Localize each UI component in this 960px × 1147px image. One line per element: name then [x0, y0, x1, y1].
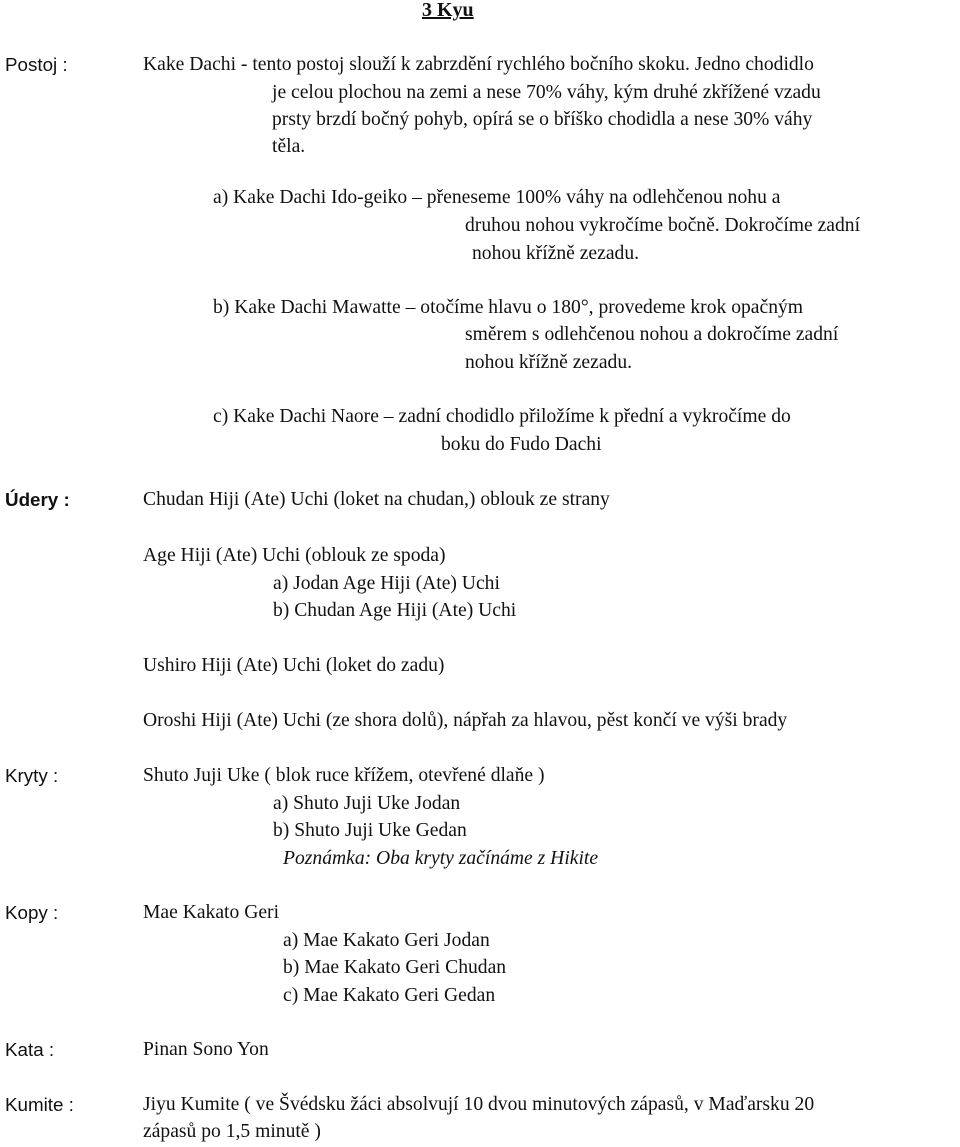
postoj-variant-c-line-1: c) Kake Dachi Naore – zadní chodidlo přiložíme k přední a vykročíme do [213, 406, 791, 427]
kopy-line-3: b) Mae Kakato Geri Chudan [283, 957, 507, 978]
kata-line-1: Pinan Sono Yon [143, 1039, 269, 1060]
udery-line-2: Age Hiji (Ate) Uchi (oblouk ze spoda) [143, 545, 446, 566]
kumite-line-2: zápasů po 1,5 minutě ) [143, 1121, 321, 1142]
postoj-variant-b-line-2: směrem s odlehčenou nohou a dokročíme zadní [465, 324, 839, 345]
postoj-variant-b-line-3: nohou křížně zezadu. [465, 352, 633, 373]
postoj-line-3: prsty brzdí bočný pohyb, opírá se o bříško chodidla a nese 30% váhy [272, 109, 813, 130]
kryty-line-2: a) Shuto Juji Uke Jodan [273, 793, 461, 814]
udery-line-6: Oroshi Hiji (Ate) Uchi (ze shora dolů), nápřah za hlavou, pěst končí ve výši brady [143, 710, 788, 731]
postoj-line-1: Kake Dachi - tento postoj slouží k zabrzdění rychlého bočního skoku. Jedno chodidlo [143, 54, 814, 75]
kata-label: Kata : [5, 1039, 55, 1060]
kopy-line-1: Mae Kakato Geri [143, 902, 280, 923]
udery-label: Údery : [5, 489, 70, 510]
postoj-line-2: je celou plochou na zemi a nese 70% váhy, kým druhé zkřížené vzadu [272, 82, 821, 103]
postoj-variant-b-line-1: b) Kake Dachi Mawatte – otočíme hlavu o 180°, provedeme krok opačným [213, 297, 804, 318]
udery-line-4: b) Chudan Age Hiji (Ate) Uchi [273, 600, 517, 621]
udery-line-3: a) Jodan Age Hiji (Ate) Uchi [273, 573, 500, 594]
postoj-variant-a-line-3: nohou křížně zezadu. [472, 243, 640, 264]
kryty-note: Poznámka: Oba kryty začínáme z Hikite [283, 848, 599, 869]
kumite-line-1: Jiyu Kumite ( ve Švédsku žáci absolvují 10 dvou minutových zápasů, v Maďarsku 20 [143, 1094, 815, 1115]
kumite-label: Kumite : [5, 1094, 74, 1115]
postoj-variant-c-line-2: boku do Fudo Dachi [441, 434, 602, 455]
udery-line-5: Ushiro Hiji (Ate) Uchi (loket do zadu) [143, 655, 445, 676]
udery-line-1: Chudan Hiji (Ate) Uchi (loket na chudan,) oblouk ze strany [143, 489, 610, 510]
page-title: 3 Kyu [422, 0, 474, 21]
kopy-label: Kopy : [5, 902, 59, 923]
kryty-label: Kryty : [5, 765, 59, 786]
postoj-line-4: těla. [272, 136, 306, 157]
kryty-line-1: Shuto Juji Uke ( blok ruce křížem, otevřené dlaňe ) [143, 765, 545, 786]
kryty-line-3: b) Shuto Juji Uke Gedan [273, 820, 467, 841]
postoj-variant-a-line-2: druhou nohou vykročíme bočně. Dokročíme zadní [465, 215, 861, 236]
kopy-line-2: a) Mae Kakato Geri Jodan [283, 930, 490, 951]
kopy-line-4: c) Mae Kakato Geri Gedan [283, 985, 496, 1006]
postoj-label: Postoj : [5, 54, 68, 75]
postoj-variant-a-line-1: a) Kake Dachi Ido-geiko – přeneseme 100% váhy na odlehčenou nohu a [213, 187, 781, 208]
